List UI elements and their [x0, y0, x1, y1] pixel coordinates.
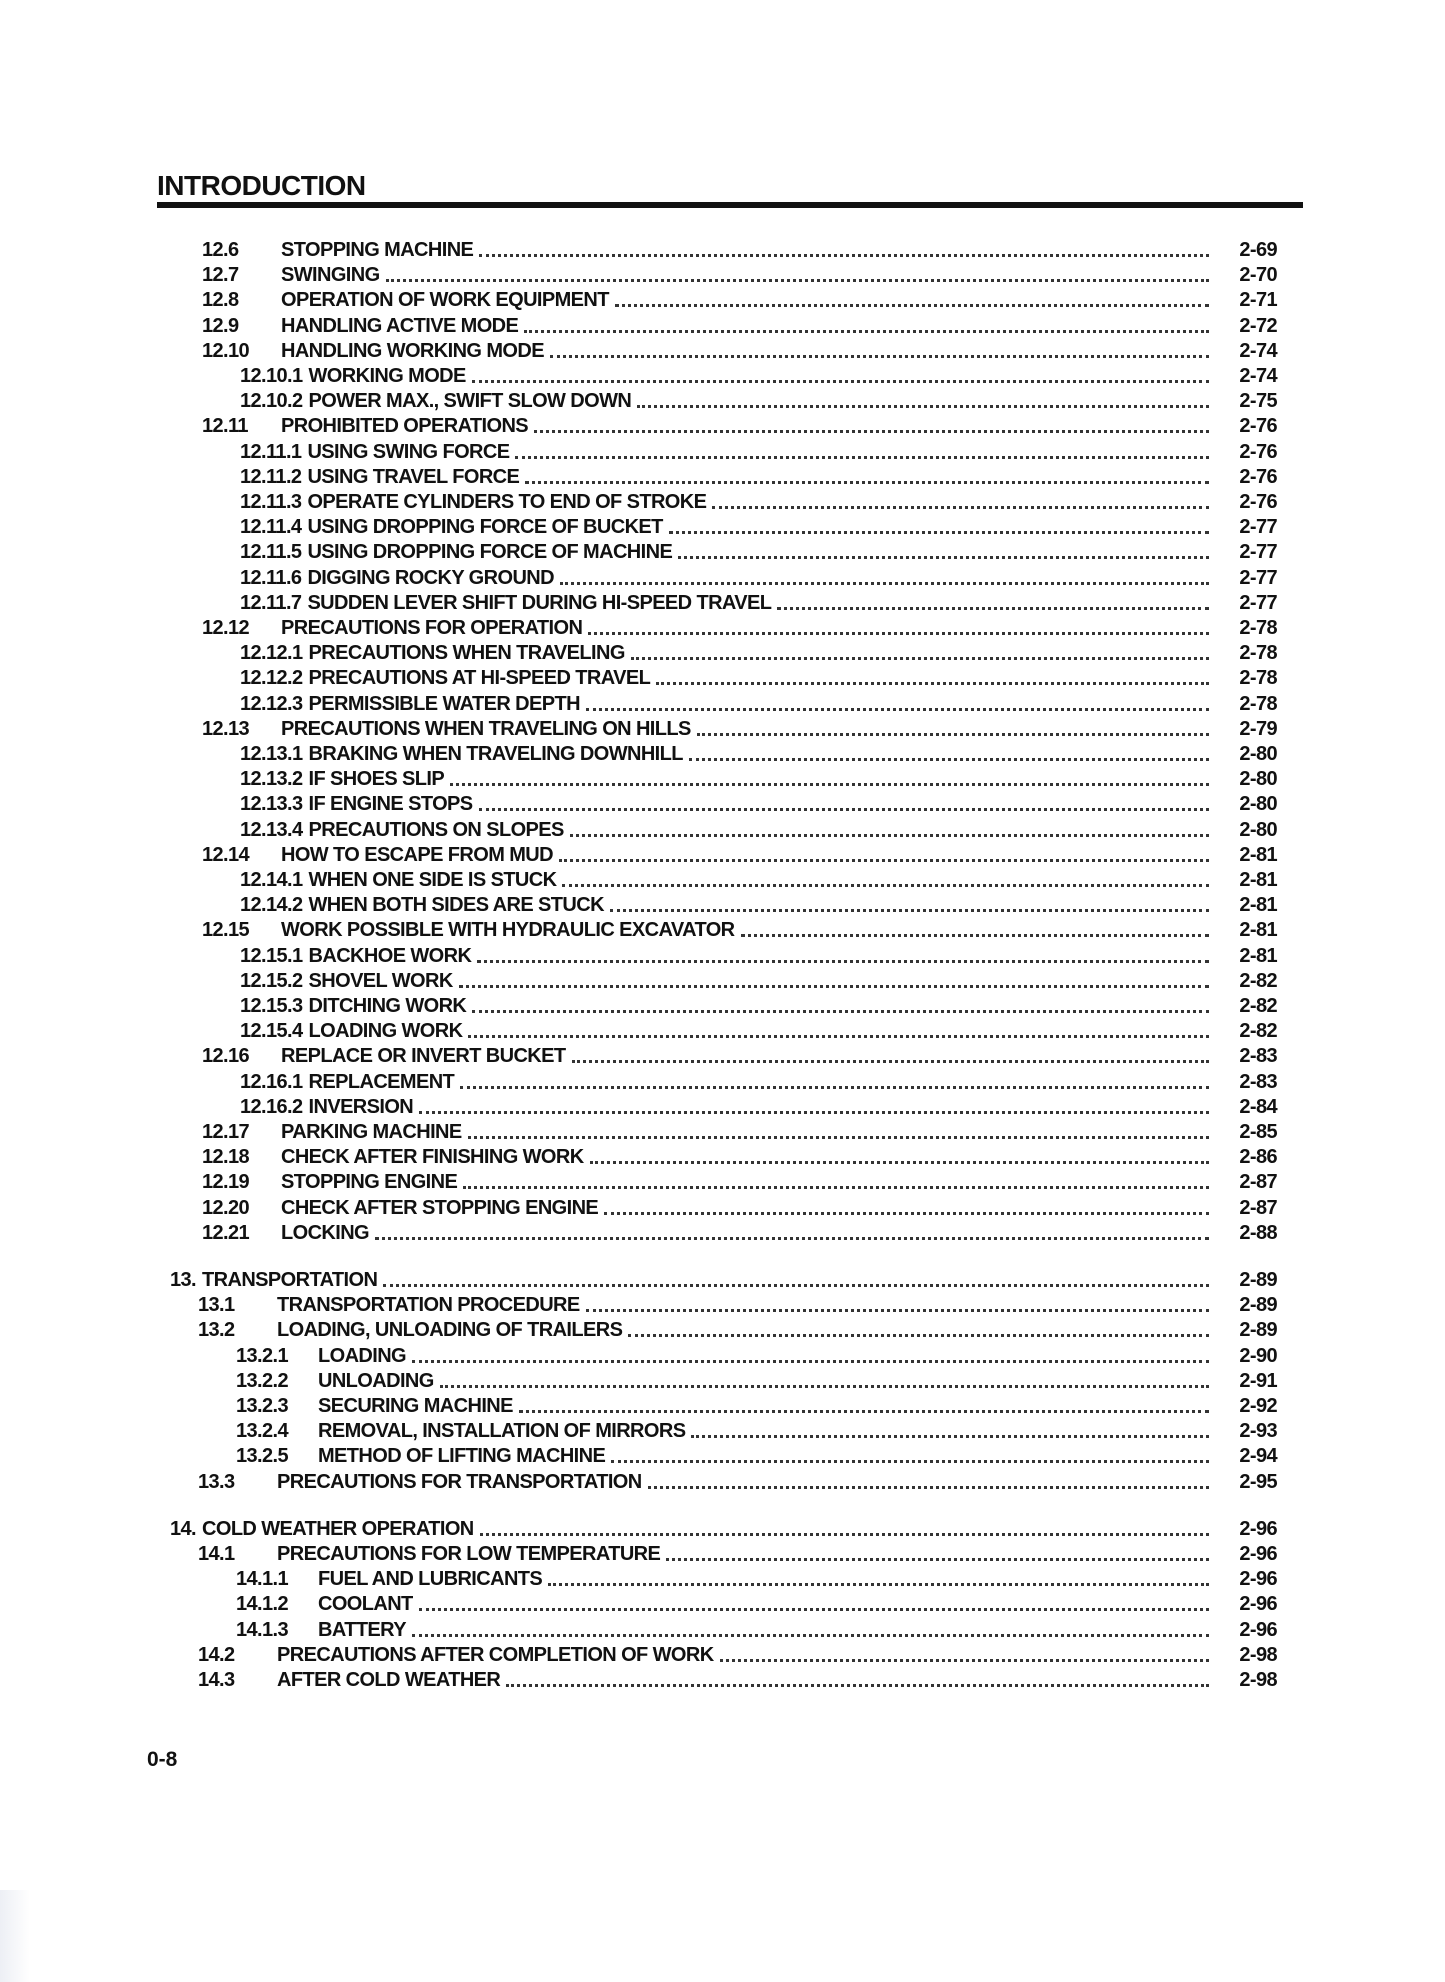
toc-entry-number: 14. — [170, 1517, 197, 1540]
toc-entry-page: 2-95 — [1239, 1470, 1277, 1493]
toc-entry-page: 2-98 — [1239, 1669, 1277, 1691]
toc-entry-page: 2-88 — [1239, 1221, 1277, 1244]
dot-leader — [590, 1141, 1209, 1164]
toc-entry-number: 12.13.1 — [240, 743, 303, 765]
toc-entry[interactable] — [240, 740, 1277, 766]
toc-entry-title: LOADING WORK — [308, 1020, 463, 1043]
toc-entry-title: INVERSION — [308, 1095, 414, 1118]
dot-leader — [560, 562, 1209, 585]
dot-leader — [678, 536, 1209, 559]
toc-entry-title: WHEN BOTH SIDES ARE STUCK — [308, 894, 604, 917]
toc-entry-number: 12.11.6 — [240, 566, 302, 589]
toc-entry-number: 12.13.4 — [240, 818, 303, 841]
toc-entry-title: PRECAUTIONS WHEN TRAVELING ON HILLS — [281, 717, 691, 740]
dot-leader — [375, 1217, 1209, 1240]
toc-entry-number: 12.10 — [202, 339, 250, 362]
toc-entry-page: 2-80 — [1239, 818, 1277, 841]
dot-leader — [534, 410, 1209, 433]
toc-entry-number: 12.12.2 — [240, 667, 303, 690]
toc-entry-page: 2-83 — [1239, 1070, 1277, 1093]
toc-entry-title: PRECAUTIONS FOR TRANSPORTATION — [277, 1470, 642, 1493]
dot-leader — [460, 1066, 1209, 1089]
dot-leader — [459, 965, 1209, 988]
toc-entry[interactable] — [236, 1392, 1277, 1418]
dot-leader — [419, 1091, 1209, 1114]
toc-entry-title: OPERATE CYLINDERS TO END OF STROKE — [307, 491, 707, 513]
toc-entry-page: 2-77 — [1239, 541, 1277, 564]
toc-entry[interactable] — [240, 589, 1277, 615]
toc-entry[interactable] — [236, 1342, 1277, 1368]
toc-entry-title: REPLACEMENT — [308, 1070, 455, 1093]
toc-entry-page: 2-96 — [1239, 1568, 1277, 1591]
toc-entry-title: REPLACE OR INVERT BUCKET — [281, 1045, 566, 1068]
toc-entry-page: 2-78 — [1239, 692, 1277, 715]
toc-entry[interactable] — [240, 790, 1277, 816]
dot-leader — [412, 1340, 1209, 1363]
toc-entry-page: 2-96 — [1239, 1543, 1277, 1565]
dot-leader — [588, 612, 1209, 635]
toc-entry-title: POWER MAX., SWIFT SLOW DOWN — [308, 390, 632, 413]
toc-entry-number: 14.3 — [198, 1669, 235, 1691]
toc-entry-page: 2-85 — [1239, 1121, 1277, 1143]
toc-entry-title: SUDDEN LEVER SHIFT DURING HI-SPEED TRAVEL — [307, 591, 772, 614]
dot-leader — [440, 1365, 1209, 1388]
toc-entry[interactable] — [198, 1666, 1277, 1692]
dot-leader — [559, 839, 1209, 862]
toc-entry[interactable] — [198, 1468, 1277, 1494]
toc-entry[interactable] — [236, 1616, 1277, 1642]
toc-entry-title: SHOVEL WORK — [308, 969, 453, 992]
toc-entry[interactable] — [202, 261, 1277, 287]
toc-entry[interactable] — [240, 866, 1277, 892]
toc-entry-title: PRECAUTIONS AT HI-SPEED TRAVEL — [308, 667, 651, 690]
dot-leader — [777, 587, 1209, 610]
toc-entry-page: 2-81 — [1239, 919, 1277, 942]
toc-entry-page: 2-74 — [1239, 339, 1277, 362]
toc-entry[interactable] — [240, 1017, 1277, 1043]
toc-entry-page: 2-70 — [1239, 264, 1277, 287]
toc-entry-number: 14.2 — [198, 1643, 235, 1666]
toc-entry-title: PRECAUTIONS WHEN TRAVELING — [308, 642, 625, 665]
toc-entry-page: 2-86 — [1239, 1146, 1277, 1169]
toc-entry[interactable] — [202, 841, 1277, 867]
toc-entry[interactable] — [240, 664, 1277, 690]
dot-leader — [463, 1166, 1209, 1189]
toc-entry[interactable] — [240, 690, 1277, 716]
page-title: INTRODUCTION — [157, 170, 366, 201]
toc-entry-title: PRECAUTIONS AFTER COMPLETION OF WORK — [277, 1643, 714, 1666]
toc-entry-title: BACKHOE WORK — [308, 944, 472, 967]
toc-entry[interactable] — [236, 1442, 1277, 1468]
toc-entry-number: 12.13.3 — [240, 793, 303, 816]
toc-entry-page: 2-75 — [1239, 390, 1277, 413]
toc-entry-number: 12.15.4 — [240, 1020, 303, 1043]
toc-entry-page: 2-78 — [1239, 617, 1277, 639]
toc-entry-page: 2-84 — [1239, 1095, 1277, 1118]
dot-leader — [689, 738, 1209, 761]
toc-entry-number: 12.15.1 — [240, 944, 303, 967]
toc-entry-title: CHECK AFTER FINISHING WORK — [281, 1146, 584, 1169]
toc-entry[interactable] — [202, 337, 1277, 363]
toc-entry-page: 2-69 — [1239, 239, 1277, 261]
toc-entry-page: 2-94 — [1239, 1445, 1277, 1468]
toc-entry[interactable] — [202, 1168, 1277, 1194]
toc-entry[interactable] — [240, 387, 1277, 413]
toc-entry-number: 12.11.3 — [240, 491, 302, 513]
toc-entry-number: 13.1 — [198, 1294, 235, 1317]
toc-entry-page: 2-87 — [1239, 1171, 1277, 1194]
dot-leader — [586, 688, 1209, 711]
dot-leader — [720, 1639, 1209, 1662]
toc-entry-title: PRECAUTIONS ON SLOPES — [308, 818, 564, 841]
toc-entry-number: 12.11.5 — [240, 541, 302, 564]
toc-entry[interactable] — [236, 1367, 1277, 1393]
dot-leader — [515, 436, 1209, 459]
dot-leader — [611, 1440, 1209, 1463]
toc-entry-title: DITCHING WORK — [308, 995, 467, 1017]
dot-leader — [712, 486, 1209, 509]
toc-entry-number: 12.13 — [202, 717, 250, 740]
toc-entry-number: 13.2.3 — [236, 1395, 289, 1417]
dot-leader — [524, 310, 1209, 333]
toc-entry-number: 12.11.1 — [240, 440, 302, 463]
toc-entry[interactable] — [240, 538, 1277, 564]
dot-leader — [631, 637, 1209, 660]
dot-leader — [472, 360, 1209, 383]
toc-entry-number: 12.11.4 — [240, 516, 302, 539]
toc-entry-title: USING SWING FORCE — [307, 440, 510, 463]
toc-entry-page: 2-77 — [1239, 516, 1277, 539]
toc-entry-title: WHEN ONE SIDE IS STUCK — [308, 869, 557, 891]
dot-leader — [468, 1015, 1209, 1038]
dot-leader — [656, 662, 1209, 685]
toc-entry[interactable] — [198, 1316, 1277, 1342]
toc-entry[interactable] — [236, 1590, 1277, 1616]
toc-entry[interactable] — [240, 1093, 1277, 1119]
toc-entry-page: 2-80 — [1239, 768, 1277, 791]
toc-entry-number: 13. — [170, 1269, 197, 1291]
toc-entry-page: 2-89 — [1239, 1319, 1277, 1342]
toc-entry[interactable] — [198, 1641, 1277, 1667]
toc-entry-title: PARKING MACHINE — [281, 1121, 462, 1143]
toc-entry-title: UNLOADING — [318, 1369, 434, 1392]
toc-entry-page: 2-89 — [1239, 1294, 1277, 1317]
dot-leader — [697, 713, 1209, 736]
toc-entry[interactable] — [202, 715, 1277, 741]
toc-entry[interactable] — [202, 614, 1277, 640]
dot-leader — [610, 889, 1209, 912]
toc-entry-number: 14.1.3 — [236, 1618, 289, 1641]
toc-entry-number: 12.12 — [202, 617, 250, 639]
toc-entry-page: 2-78 — [1239, 667, 1277, 690]
toc-entry-title: LOADING — [318, 1344, 407, 1367]
toc-entry-number: 14.1.1 — [236, 1568, 289, 1591]
toc-entry[interactable] — [240, 639, 1277, 665]
toc-entry-page: 2-80 — [1239, 743, 1277, 765]
toc-entry-number: 12.11 — [202, 415, 248, 438]
toc-entry-number: 12.11.2 — [240, 465, 302, 488]
toc-entry-number: 14.1 — [198, 1543, 235, 1565]
header-rule — [157, 202, 1303, 208]
toc-entry-title: DIGGING ROCKY GROUND — [307, 566, 554, 589]
toc-entry-page: 2-96 — [1239, 1618, 1277, 1641]
toc-entry-number: 12.21 — [202, 1221, 250, 1244]
toc-entry-page: 2-79 — [1239, 717, 1277, 740]
toc-entry-title: LOCKING — [281, 1221, 370, 1244]
toc-entry-page: 2-96 — [1239, 1593, 1277, 1616]
toc-entry-number: 12.14.2 — [240, 894, 303, 917]
toc-entry-number: 12.13.2 — [240, 768, 303, 791]
dot-leader — [562, 864, 1209, 887]
dot-leader — [450, 763, 1209, 786]
toc-entry-title: FUEL AND LUBRICANTS — [318, 1568, 543, 1591]
toc-entry-page: 2-82 — [1239, 1020, 1277, 1043]
dot-leader — [669, 511, 1209, 534]
toc-entry[interactable] — [240, 438, 1277, 464]
toc-entry-number: 12.6 — [202, 239, 239, 261]
toc-entry-title: IF ENGINE STOPS — [308, 793, 473, 816]
toc-entry-title: STOPPING MACHINE — [281, 239, 474, 261]
toc-entry-page: 2-77 — [1239, 591, 1277, 614]
dot-leader — [477, 940, 1209, 963]
toc-entry-number: 12.16.1 — [240, 1070, 303, 1093]
toc-entry-number: 12.11.7 — [240, 591, 302, 614]
toc-entry[interactable] — [202, 412, 1277, 438]
toc-entry-title: STOPPING ENGINE — [281, 1171, 458, 1194]
toc-entry-page: 2-81 — [1239, 944, 1277, 967]
toc-entry[interactable] — [236, 1565, 1277, 1591]
toc-entry-page: 2-87 — [1239, 1196, 1277, 1219]
dot-leader — [419, 1588, 1209, 1611]
toc-entry-title: PERMISSIBLE WATER DEPTH — [308, 692, 580, 715]
toc-entry-page: 2-81 — [1239, 869, 1277, 891]
toc-entry-page: 2-74 — [1239, 365, 1277, 387]
toc-entry[interactable] — [240, 942, 1277, 968]
toc-entry-page: 2-82 — [1239, 995, 1277, 1017]
toc-entry-title: TRANSPORTATION — [202, 1269, 378, 1291]
toc-entry[interactable] — [240, 992, 1277, 1018]
toc-entry-number: 12.10.2 — [240, 390, 303, 413]
toc-entry[interactable] — [240, 967, 1277, 993]
toc-entry-page: 2-93 — [1239, 1420, 1277, 1443]
toc-entry-number: 13.2.2 — [236, 1369, 289, 1392]
toc-entry-page: 2-72 — [1239, 314, 1277, 337]
dot-leader — [548, 1563, 1209, 1586]
toc-entry[interactable] — [202, 286, 1277, 312]
toc-entry-number: 12.18 — [202, 1146, 250, 1169]
toc-entry[interactable] — [170, 1266, 1277, 1292]
toc-entry-title: COOLANT — [318, 1593, 413, 1616]
toc-entry-title: COLD WEATHER OPERATION — [202, 1517, 474, 1540]
toc-entry-number: 12.20 — [202, 1196, 250, 1219]
dot-leader — [550, 335, 1209, 358]
dot-leader — [479, 234, 1209, 257]
page-number: 0-8 — [147, 1748, 178, 1771]
dot-leader — [586, 1289, 1209, 1312]
toc-entry-title: LOADING, UNLOADING OF TRAILERS — [277, 1319, 623, 1342]
toc-entry-title: USING DROPPING FORCE OF BUCKET — [307, 516, 663, 539]
toc-entry-number: 12.10.1 — [240, 365, 303, 387]
toc-entry[interactable] — [202, 1118, 1277, 1144]
dot-leader — [691, 1415, 1209, 1438]
scan-smudge — [0, 1890, 30, 1982]
toc-entry[interactable] — [202, 1219, 1277, 1245]
dot-leader — [479, 788, 1209, 811]
toc-entry-page: 2-98 — [1239, 1643, 1277, 1666]
toc-entry-page: 2-89 — [1239, 1269, 1277, 1291]
toc-entry-title: WORK POSSIBLE WITH HYDRAULIC EXCAVATOR — [281, 919, 735, 942]
toc-entry[interactable] — [240, 891, 1277, 917]
toc-entry[interactable] — [202, 1042, 1277, 1068]
toc-entry-number: 14.1.2 — [236, 1593, 289, 1616]
toc-entry-title: OPERATION OF WORK EQUIPMENT — [281, 289, 609, 312]
toc-entry-page: 2-83 — [1239, 1045, 1277, 1068]
toc-entry[interactable] — [198, 1291, 1277, 1317]
toc-entry-page: 2-91 — [1239, 1369, 1277, 1392]
toc-entry[interactable] — [198, 1540, 1277, 1566]
toc-entry[interactable] — [240, 488, 1277, 514]
dot-leader — [570, 814, 1209, 837]
toc-entry-title: PRECAUTIONS FOR OPERATION — [281, 617, 583, 639]
toc-entry-page: 2-76 — [1239, 415, 1277, 438]
toc-entry-page: 2-90 — [1239, 1344, 1277, 1367]
toc-entry-number: 13.2.4 — [236, 1420, 289, 1443]
toc-entry-number: 12.9 — [202, 314, 239, 337]
toc-entry-page: 2-77 — [1239, 566, 1277, 589]
toc-entry-title: SWINGING — [281, 264, 380, 287]
toc-entry-page: 2-82 — [1239, 969, 1277, 992]
dot-leader — [383, 1264, 1209, 1287]
toc-entry-number: 12.15.3 — [240, 995, 303, 1017]
toc-entry-title: PROHIBITED OPERATIONS — [281, 415, 529, 438]
toc-entry-title: BATTERY — [318, 1618, 407, 1641]
toc-entry[interactable] — [202, 236, 1277, 262]
toc-entry-page: 2-92 — [1239, 1395, 1277, 1417]
dot-leader — [648, 1466, 1209, 1489]
dot-leader — [615, 284, 1209, 307]
dot-leader — [468, 1116, 1209, 1139]
toc-entry[interactable] — [240, 564, 1277, 590]
dot-leader — [604, 1192, 1209, 1215]
dot-leader — [666, 1538, 1209, 1561]
dot-leader — [472, 990, 1209, 1013]
toc-entry-number: 13.2.5 — [236, 1445, 289, 1468]
toc-entry[interactable] — [202, 1194, 1277, 1220]
toc-entry-number: 12.15.2 — [240, 969, 303, 992]
toc-entry-number: 13.3 — [198, 1470, 235, 1493]
dot-leader — [637, 385, 1209, 408]
toc-entry-title: HOW TO ESCAPE FROM MUD — [281, 843, 553, 866]
dot-leader — [480, 1513, 1209, 1536]
toc-entry-title: BRAKING WHEN TRAVELING DOWNHILL — [308, 743, 683, 765]
toc-entry-page: 2-96 — [1239, 1517, 1277, 1540]
toc-entry-page: 2-80 — [1239, 793, 1277, 816]
toc-entry-number: 12.17 — [202, 1121, 250, 1143]
toc-entry-page: 2-78 — [1239, 642, 1277, 665]
toc-entry-title: CHECK AFTER STOPPING ENGINE — [281, 1196, 599, 1219]
toc-entry-page: 2-76 — [1239, 440, 1277, 463]
toc-entry[interactable] — [236, 1417, 1277, 1443]
dot-leader — [506, 1664, 1209, 1687]
toc-entry[interactable] — [170, 1515, 1277, 1541]
toc-entry-title: AFTER COLD WEATHER — [277, 1669, 501, 1691]
toc-entry[interactable] — [202, 312, 1277, 338]
dot-leader — [628, 1314, 1209, 1337]
toc-entry-title: WORKING MODE — [308, 365, 466, 387]
toc-entry[interactable] — [202, 916, 1277, 942]
dot-leader — [572, 1040, 1209, 1063]
toc-entry-page: 2-71 — [1239, 289, 1277, 312]
toc-entry-number: 12.8 — [202, 289, 239, 312]
toc-entry-number: 12.19 — [202, 1171, 250, 1194]
toc-entry-title: METHOD OF LIFTING MACHINE — [318, 1445, 606, 1468]
dot-leader — [412, 1614, 1209, 1637]
dot-leader — [386, 259, 1209, 282]
toc-entry-title: REMOVAL, INSTALLATION OF MIRRORS — [318, 1420, 686, 1443]
toc-entry-number: 12.16 — [202, 1045, 250, 1068]
toc-entry[interactable] — [240, 463, 1277, 489]
toc-entry-number: 12.15 — [202, 919, 250, 942]
toc-entry-number: 13.2 — [198, 1319, 235, 1342]
toc-entry[interactable] — [240, 816, 1277, 842]
toc-entry-title: USING DROPPING FORCE OF MACHINE — [307, 541, 673, 564]
toc-entry-title: SECURING MACHINE — [318, 1395, 513, 1417]
toc-entry-title: HANDLING ACTIVE MODE — [281, 314, 519, 337]
dot-leader — [741, 914, 1210, 937]
toc-entry-number: 12.7 — [202, 264, 239, 287]
toc-entry-number: 12.14 — [202, 843, 250, 866]
toc-entry-page: 2-81 — [1239, 843, 1277, 866]
toc-entry-number: 13.2.1 — [236, 1344, 289, 1367]
toc-entry-number: 12.16.2 — [240, 1095, 303, 1118]
toc-entry-title: PRECAUTIONS FOR LOW TEMPERATURE — [277, 1543, 661, 1565]
toc-entry-page: 2-76 — [1239, 491, 1277, 513]
toc-entry-number: 12.14.1 — [240, 869, 303, 891]
toc-entry-title: HANDLING WORKING MODE — [281, 339, 544, 362]
toc-entry-title: IF SHOES SLIP — [308, 768, 445, 791]
toc-entry[interactable] — [202, 1143, 1277, 1169]
toc-entry-page: 2-81 — [1239, 894, 1277, 917]
toc-entry-title: TRANSPORTATION PROCEDURE — [277, 1294, 580, 1317]
toc-entry-number: 12.12.1 — [240, 642, 303, 665]
dot-leader — [525, 461, 1209, 484]
toc-entry-page: 2-76 — [1239, 465, 1277, 488]
toc-entry[interactable] — [240, 765, 1277, 791]
toc-entry[interactable] — [240, 362, 1277, 388]
toc-entry[interactable] — [240, 1068, 1277, 1094]
toc-entry[interactable] — [240, 513, 1277, 539]
toc-entry-number: 12.12.3 — [240, 692, 303, 715]
toc-entry-title: USING TRAVEL FORCE — [307, 465, 520, 488]
dot-leader — [519, 1390, 1209, 1413]
